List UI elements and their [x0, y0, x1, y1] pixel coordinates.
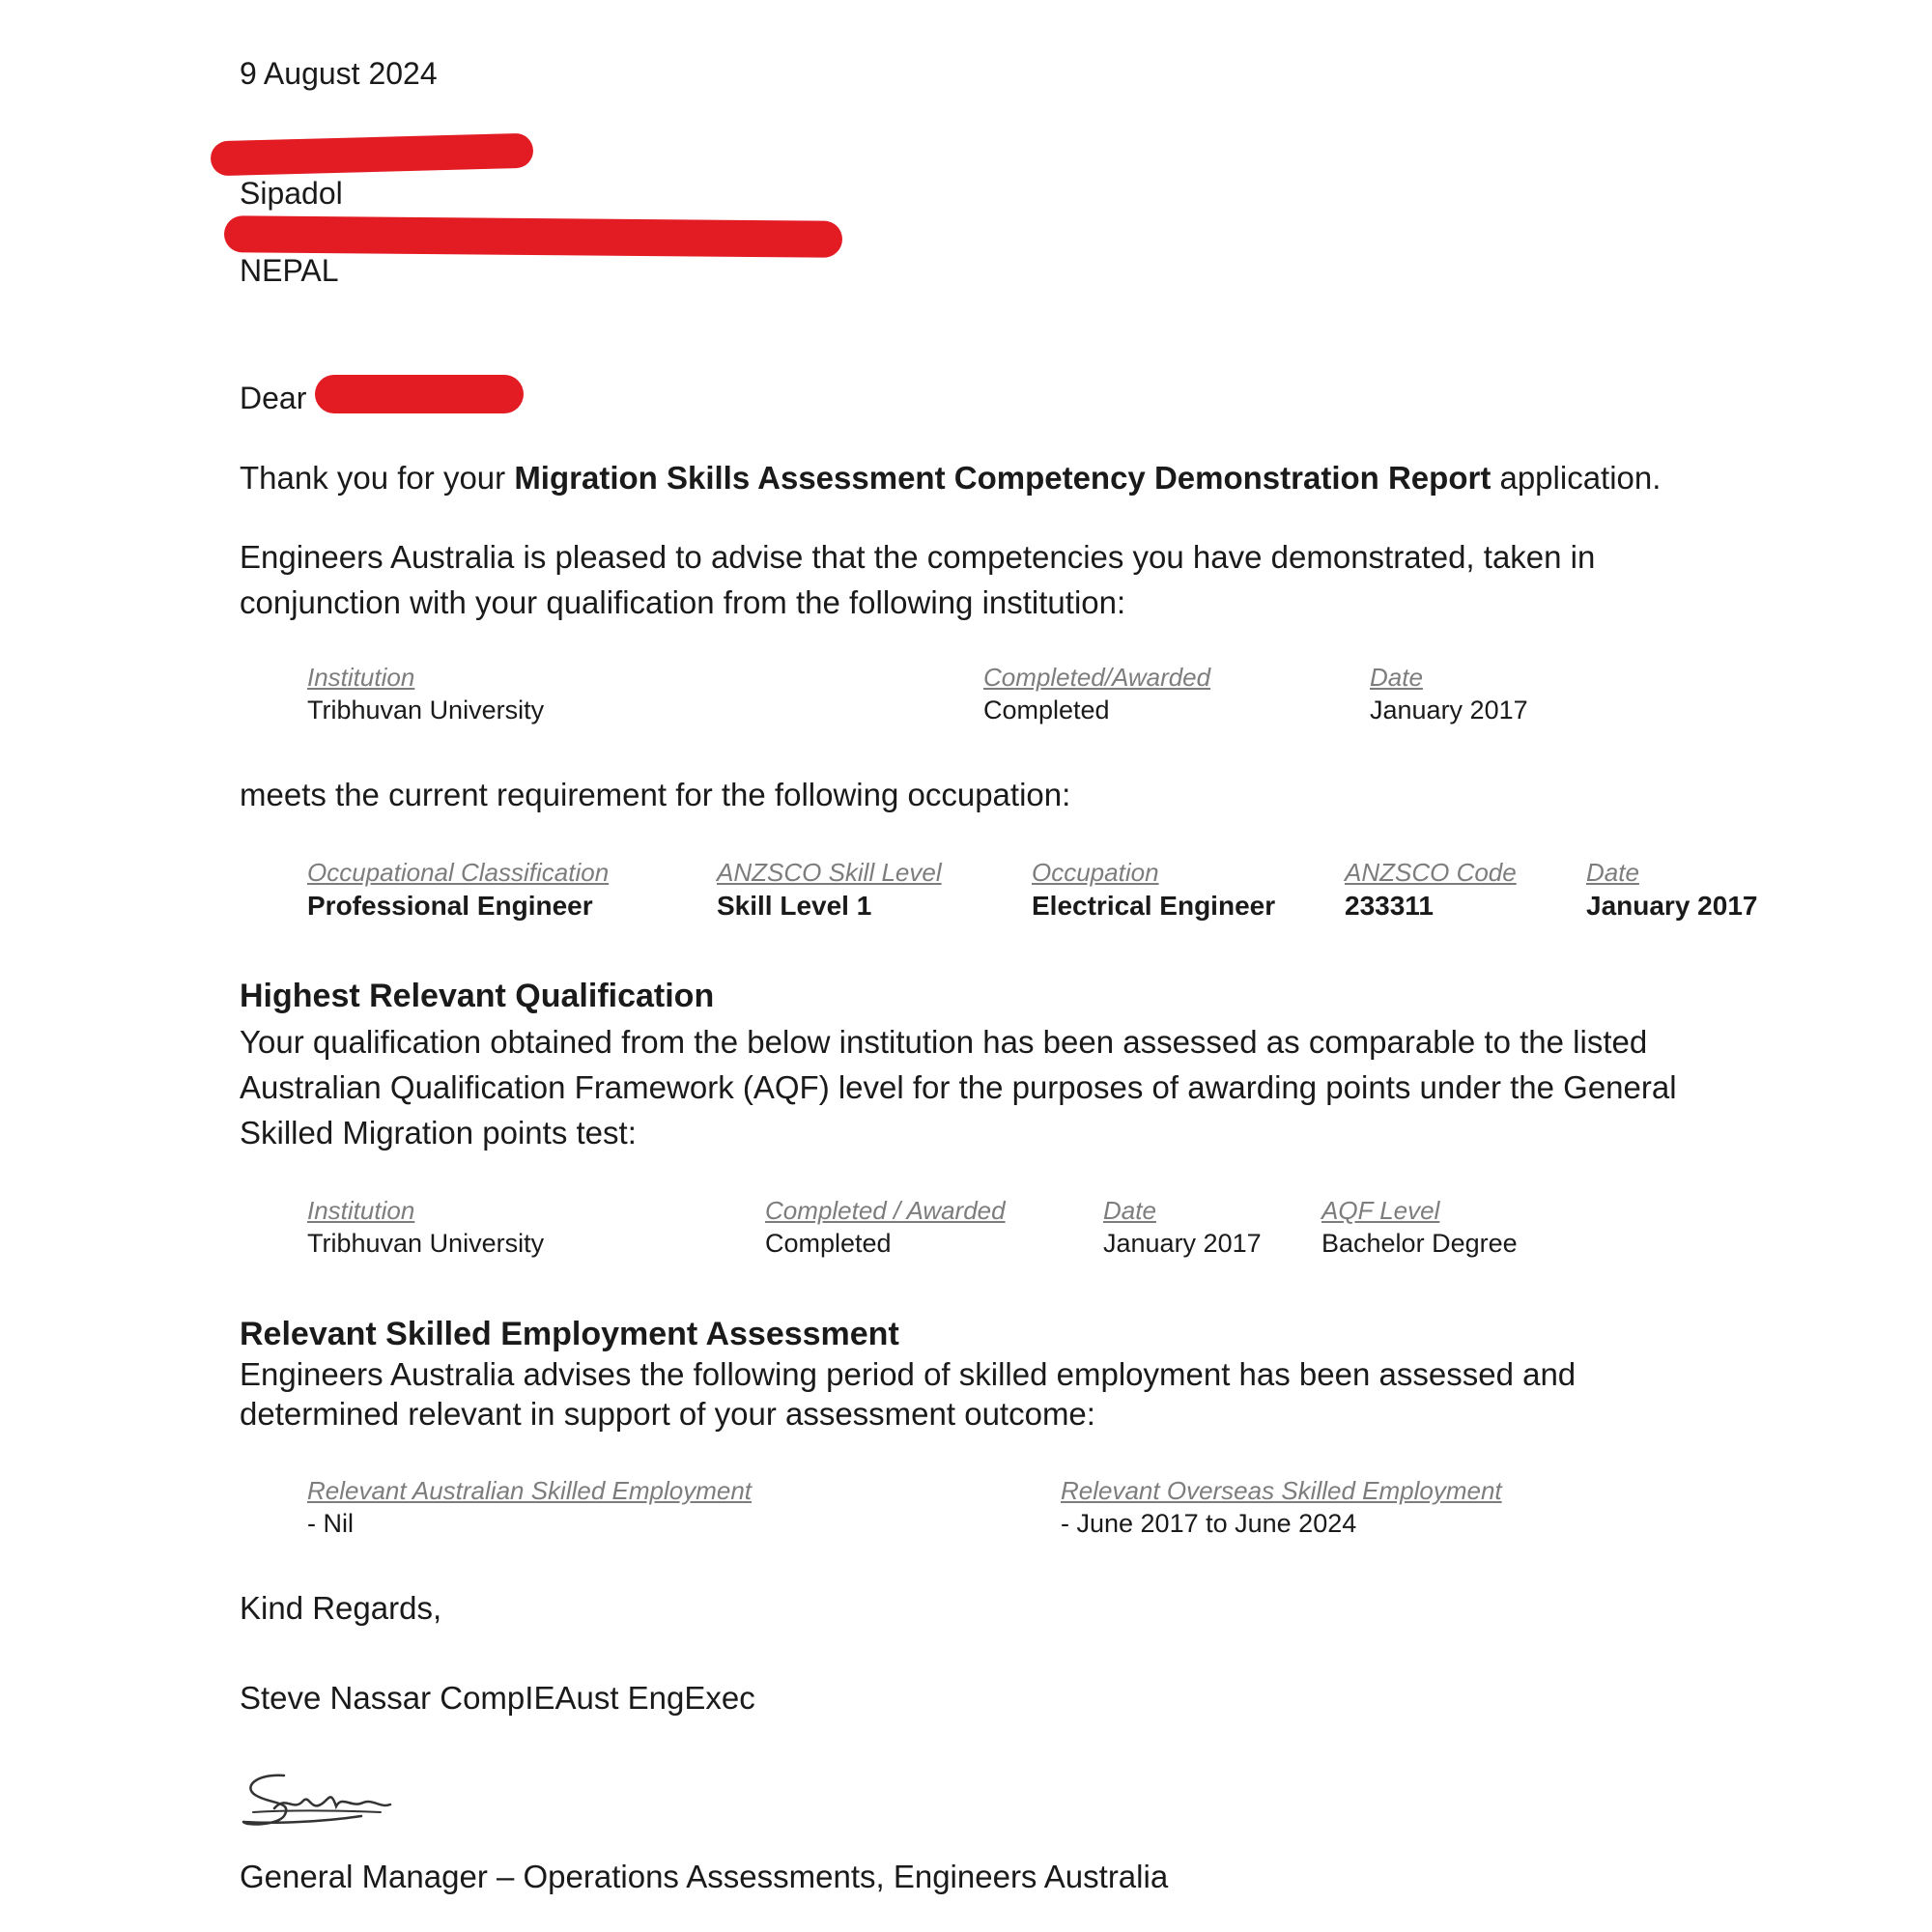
occ-header-code: ANZSCO Code [1345, 858, 1517, 887]
emp-australian: - Nil [307, 1509, 354, 1538]
occ-date: January 2017 [1586, 891, 1758, 921]
highest-line-3: Skilled Migration points test: [240, 1115, 637, 1151]
aqf-header-date: Date [1103, 1196, 1156, 1225]
aqf-header-institution: Institution [307, 1196, 415, 1225]
letter-date: 9 August 2024 [240, 56, 438, 91]
occ-header-occupation: Occupation [1032, 858, 1159, 887]
occ-header-date: Date [1586, 858, 1639, 887]
employment-line-1: Engineers Australia advises the following period of skilled employment has been assessed and [240, 1356, 1577, 1392]
occ-header-classification: Occupational Classification [307, 858, 610, 887]
highest-line-2: Australian Qualification Framework (AQF) level for the purposes of awarding points under the General [240, 1069, 1677, 1105]
intro-pre: Thank you for your [240, 460, 515, 496]
closing: Kind Regards, [240, 1590, 442, 1626]
meets-text: meets the current requirement for the following occupation: [240, 777, 1071, 812]
aqf-date: January 2017 [1103, 1229, 1262, 1258]
qual-date: January 2017 [1370, 696, 1528, 724]
qual-status: Completed [983, 696, 1110, 724]
occ-skill-level: Skill Level 1 [717, 891, 872, 921]
occ-code: 233311 [1345, 891, 1434, 921]
advise-line-2: conjunction with your qualification from the following institution: [240, 584, 1126, 620]
redaction-salutation [315, 375, 524, 413]
aqf-header-status: Completed / Awarded [765, 1196, 1006, 1225]
qual-institution: Tribhuvan University [307, 696, 545, 724]
employment-heading: Relevant Skilled Employment Assessment [240, 1316, 899, 1352]
signatory-title: General Manager – Operations Assessments, Engineers Australia [240, 1859, 1169, 1894]
redaction-address [224, 215, 842, 258]
occ-occupation: Electrical Engineer [1032, 891, 1276, 921]
qual-header-date: Date [1370, 663, 1423, 692]
advise-line-1: Engineers Australia is pleased to advise that the competencies you have demonstrated, taken in [240, 539, 1596, 575]
emp-header-australian: Relevant Australian Skilled Employment [307, 1476, 753, 1505]
address-line-4: NEPAL [240, 253, 339, 288]
employment-line-2: determined relevant in support of your assessment outcome: [240, 1396, 1095, 1432]
intro-bold: Migration Skills Assessment Competency Demonstration Report [514, 460, 1492, 496]
aqf-institution: Tribhuvan University [307, 1229, 545, 1258]
aqf-level: Bachelor Degree [1321, 1229, 1518, 1258]
intro-post: application. [1491, 460, 1662, 496]
address-line-2: Sipadol [240, 176, 343, 211]
occ-header-skill-level: ANZSCO Skill Level [717, 858, 942, 887]
aqf-status: Completed [765, 1229, 892, 1258]
occ-classification: Professional Engineer [307, 891, 593, 921]
signatory-name: Steve Nassar CompIEAust EngExec [240, 1680, 755, 1716]
highest-line-1: Your qualification obtained from the below institution has been assessed as comparable to the listed [240, 1024, 1648, 1060]
signature-image [236, 1766, 410, 1843]
highest-heading: Highest Relevant Qualification [240, 978, 715, 1014]
salutation: Dear [240, 381, 307, 415]
emp-overseas: - June 2017 to June 2024 [1061, 1509, 1357, 1538]
redaction-name [211, 133, 534, 177]
emp-header-overseas: Relevant Overseas Skilled Employment [1061, 1476, 1502, 1505]
qual-header-institution: Institution [307, 663, 415, 692]
intro-paragraph [240, 460, 1661, 497]
qual-header-status: Completed/Awarded [983, 663, 1211, 692]
aqf-header-level: AQF Level [1321, 1196, 1440, 1225]
